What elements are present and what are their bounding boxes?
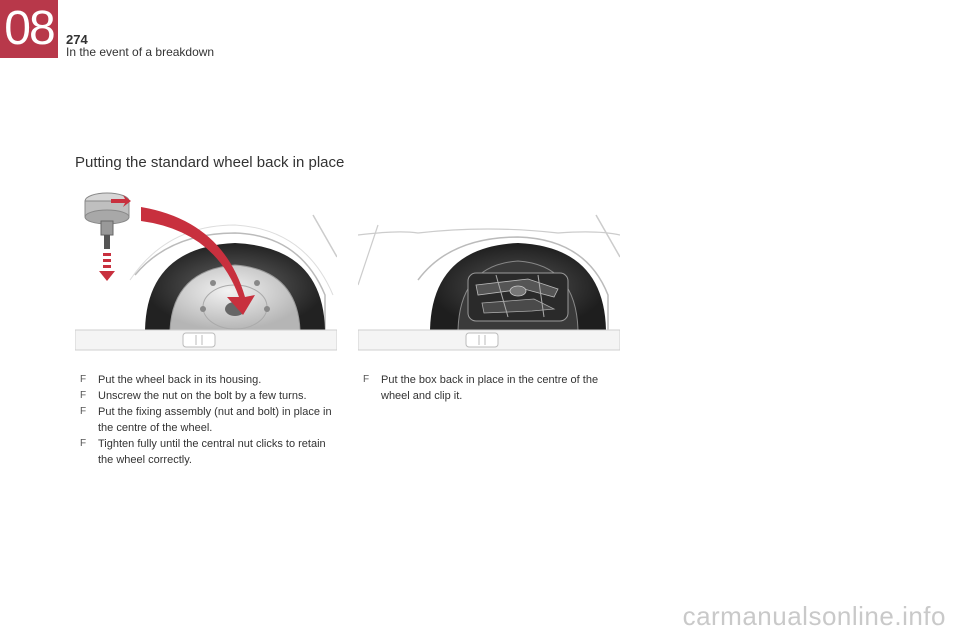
bullet-icon: F (80, 406, 87, 417)
bullet-icon: F (363, 374, 370, 385)
section-title: In the event of a breakdown (66, 45, 215, 59)
list-item (80, 404, 342, 436)
page-title: Putting the standard wheel back in place (75, 154, 345, 171)
list-item (80, 372, 342, 388)
step-text: Tighten fully until the central nut clicks to retain the wheel correctly. (98, 438, 326, 466)
bullet-icon: F (80, 390, 87, 401)
step-text: Put the wheel back in its housing. (98, 374, 262, 386)
list-item (363, 372, 623, 404)
chapter-number: 08 (4, 2, 54, 55)
list-item (80, 388, 342, 404)
wheel-in-housing-illustration (75, 185, 337, 360)
bullet-icon: F (80, 438, 87, 449)
left-step-list (80, 372, 342, 468)
tool-box-in-wheel-illustration (358, 185, 620, 360)
step-text: Put the box back in place in the centre of the wheel and clip it. (381, 374, 599, 402)
step-text: Unscrew the nut on the bolt by a few turns. (98, 390, 307, 402)
right-step-list (363, 372, 623, 404)
list-item (80, 436, 342, 468)
chapter-tab (0, 0, 58, 58)
step-text: Put the fixing assembly (nut and bolt) in place in the centre of the wheel. (98, 406, 332, 434)
watermark: carmanualsonline.info (682, 601, 946, 631)
page-number: 274 (66, 32, 88, 47)
bullet-icon: F (80, 374, 87, 385)
